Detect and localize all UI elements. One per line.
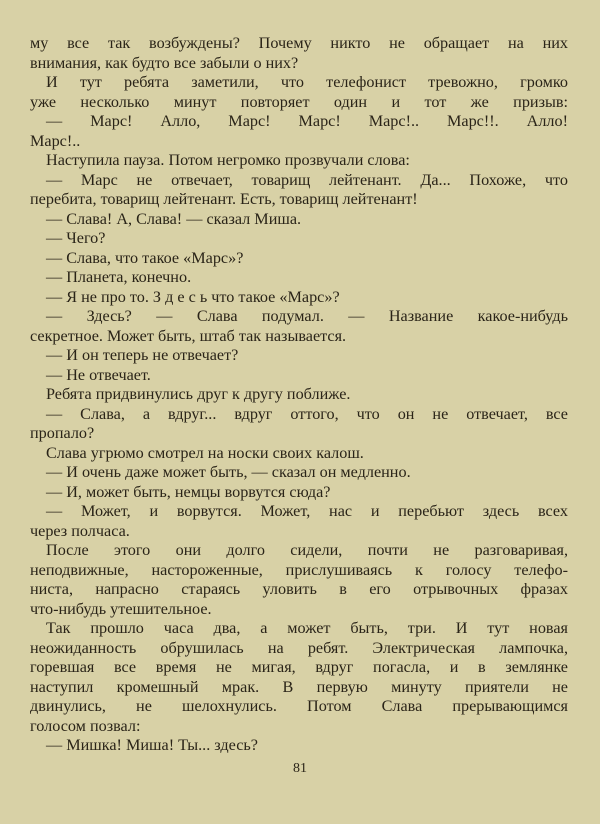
page-number: 81: [293, 761, 307, 776]
text-line: — И очень даже может быть, — сказал он медленно.: [46, 463, 411, 481]
text-line: ниста, напрасно стараясь уловить в его отрывочных фразах: [30, 580, 568, 598]
text-line: — И, может быть, немцы ворвутся сюда?: [46, 482, 331, 501]
text-line: неподвижные, настороженные, прислушиваясь к голосу телефо-: [30, 560, 568, 579]
text-line: Так прошло часа два, а может быть, три. И тут новая: [46, 619, 568, 637]
text-line: Ребята придвинулись друг к другу поближе.: [46, 385, 351, 403]
text-line: После этого они долго сидели, почти не разговаривая,: [46, 541, 568, 559]
text-line: уже несколько минут повторяет один и тот же призыв:: [30, 92, 568, 111]
text-line: пропало?: [30, 424, 95, 442]
text-line: — И он теперь не отвечает?: [46, 346, 239, 364]
text-line: Наступила пауза. Потом негромко прозвучали слова:: [46, 151, 410, 169]
text-line: — Я не про то. З д е с ь что такое «Марс»?: [46, 287, 340, 306]
text-line: — Чего?: [46, 229, 106, 247]
text-line: му все так возбуждены? Почему никто не обращает на них: [30, 34, 568, 52]
text-line: секретное. Может быть, штаб так называется.: [30, 326, 347, 345]
text-line: — Планета, конечно.: [46, 268, 192, 286]
text-line: — Здесь? — Слава подумал. — Название какое-нибудь: [46, 307, 568, 325]
text-line: голосом позвал:: [30, 716, 141, 735]
text-line: — Слава, а вдруг... вдруг оттого, что он не отвечает, все: [46, 404, 568, 423]
text-line: — Марс! Алло, Марс! Марс! Марс!.. Марс!!. Алло!: [46, 112, 568, 130]
text-line: — Мишка! Миша! Ты... здесь?: [46, 736, 258, 754]
text-line: двинулись, не шелохнулись. Потом Слава прерывающимся: [30, 697, 568, 715]
text-line: через полчаса.: [30, 521, 130, 540]
text-line: — Не отвечает.: [46, 365, 151, 384]
text-line: И тут ребята заметили, что телефонист тревожно, громко: [46, 73, 568, 91]
text-line: Марс!..: [30, 131, 81, 150]
text-line: внимания, как будто все забыли о них?: [30, 53, 299, 72]
text-line: что-нибудь утешительное.: [30, 599, 212, 618]
text-line: — Может, и ворвутся. Может, нас и перебьют здесь всех: [46, 502, 568, 520]
text-line: перебита, товарищ лейтенант. Есть, товарищ лейтенант!: [30, 190, 418, 208]
text-line: — Слава! А, Слава! — сказал Миша.: [46, 209, 302, 228]
text-line: горевшая все время не мигая, вдруг погасла, и в землянке: [30, 658, 568, 676]
text-line: — Марс не отвечает, товарищ лейтенант. Да... Похоже, что: [46, 170, 568, 189]
text-line: наступил кромешный мрак. В первую минуту приятели не: [30, 677, 568, 696]
text-line: неожиданность обрушилась на ребят. Электрическая лампочка,: [30, 638, 568, 657]
text-line: — Слава, что такое «Марс»?: [46, 248, 244, 267]
text-line: Слава угрюмо смотрел на носки своих калош.: [46, 443, 364, 462]
